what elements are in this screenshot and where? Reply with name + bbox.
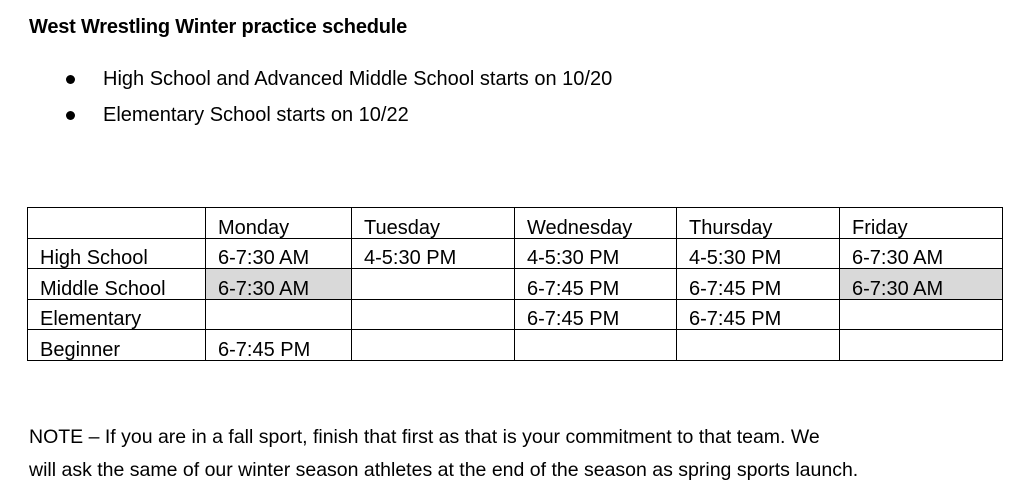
header-cell-wednesday: Wednesday (515, 208, 677, 239)
table-cell-shaded: 6-7:30 AM (206, 269, 352, 300)
bullet-text: Elementary School starts on 10/22 (103, 104, 409, 126)
note-paragraph (29, 421, 1019, 487)
row-label-middle-school: Middle School (28, 269, 206, 300)
table-cell (352, 299, 515, 330)
bullet-text: High School and Advanced Middle School starts on 10/20 (103, 68, 613, 90)
table-cell: 4-5:30 PM (352, 238, 515, 269)
practice-schedule-table (27, 207, 1003, 361)
table-cell (515, 330, 677, 361)
table-cell: 6-7:45 PM (206, 330, 352, 361)
table-row (28, 330, 1003, 361)
table-cell-shaded: 6-7:30 AM (840, 269, 1003, 300)
table-cell: 6-7:45 PM (677, 299, 840, 330)
table-row (28, 238, 1003, 269)
table-row (28, 299, 1003, 330)
row-label-beginner: Beginner (28, 330, 206, 361)
row-label-elementary: Elementary (28, 299, 206, 330)
table-cell: 6-7:45 PM (677, 269, 840, 300)
header-cell-empty (28, 208, 206, 239)
table-cell (352, 269, 515, 300)
table-cell (206, 299, 352, 330)
table-row (28, 269, 1003, 300)
table-cell (840, 299, 1003, 330)
table-header-row (28, 208, 1003, 239)
header-cell-monday: Monday (206, 208, 352, 239)
table-cell: 4-5:30 PM (515, 238, 677, 269)
bullet-icon (66, 111, 75, 120)
table-cell: 6-7:45 PM (515, 269, 677, 300)
header-cell-thursday: Thursday (677, 208, 840, 239)
header-cell-friday: Friday (840, 208, 1003, 239)
header-cell-tuesday: Tuesday (352, 208, 515, 239)
table-cell (677, 330, 840, 361)
note-line-2: will ask the same of our winter season athletes at the end of the season as spring sports launch. (29, 459, 859, 481)
table-cell: 6-7:30 AM (840, 238, 1003, 269)
document-title: West Wrestling Winter practice schedule (29, 16, 408, 38)
table-cell: 6-7:45 PM (515, 299, 677, 330)
table-cell (352, 330, 515, 361)
note-line-1: NOTE – If you are in a fall sport, finish that first as that is your commitment to that team. We (29, 426, 820, 448)
table-cell (840, 330, 1003, 361)
table-cell: 6-7:30 AM (206, 238, 352, 269)
bullet-icon (66, 75, 75, 84)
table-cell: 4-5:30 PM (677, 238, 840, 269)
row-label-high-school: High School (28, 238, 206, 269)
